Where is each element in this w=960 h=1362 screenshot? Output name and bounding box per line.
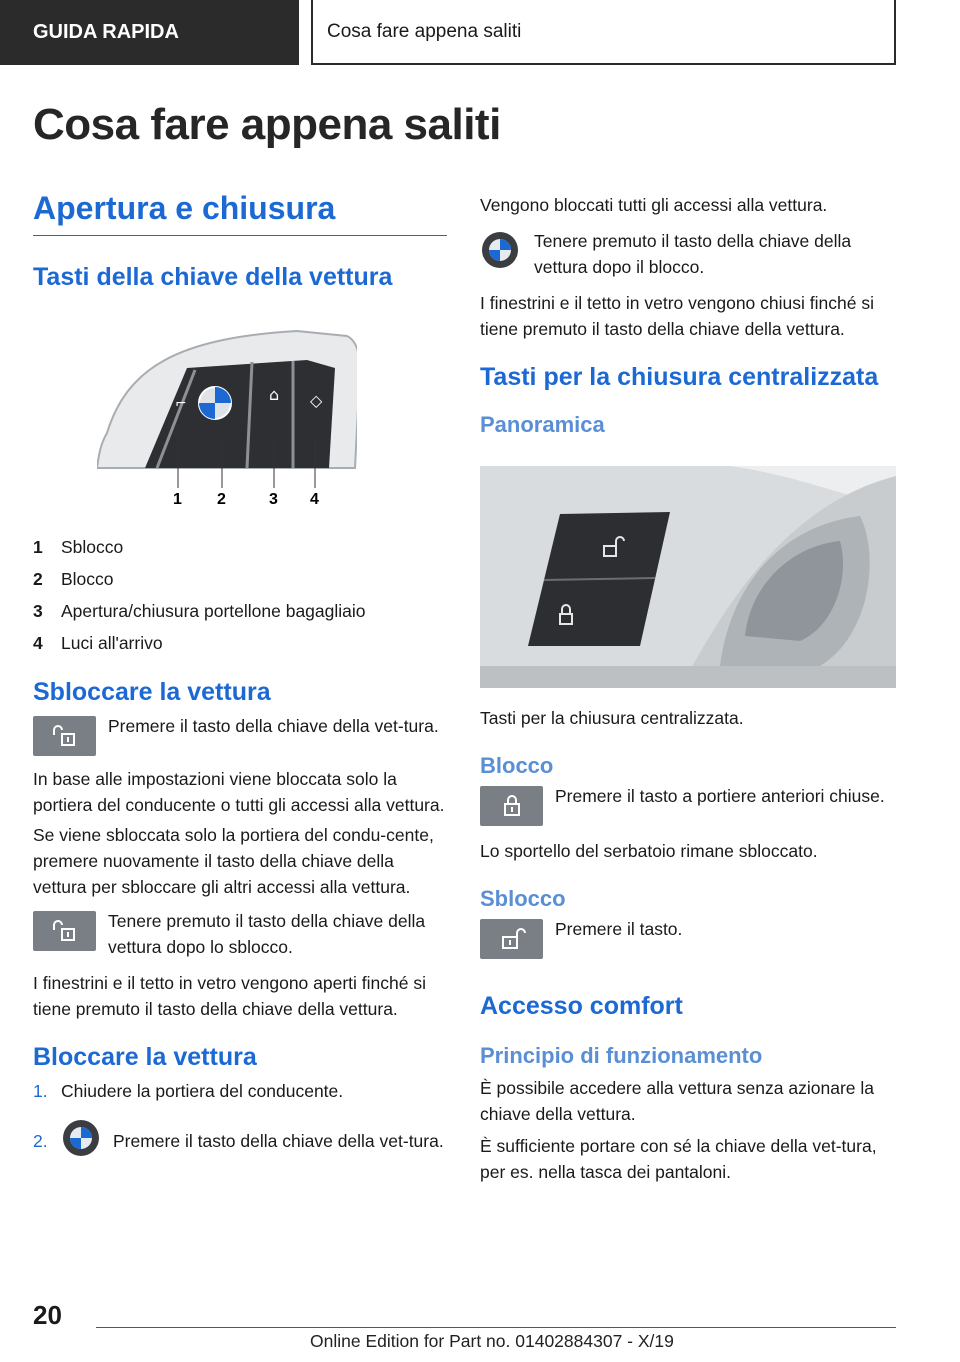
callout-1: 1 bbox=[173, 491, 182, 506]
unlock-button-icon bbox=[33, 716, 96, 756]
legend-item bbox=[33, 595, 447, 627]
unlock-central-text: Premere il tasto. bbox=[555, 919, 683, 939]
unlock-icon-text: Premere il tasto della chiave della vet-tura. bbox=[108, 716, 439, 736]
comfort-paragraph-2: È sufficiente portare con sé la chiave della vet-tura, per es. nella tasca dei pantaloni. bbox=[480, 1136, 877, 1182]
trunk-glyph: ⌂ bbox=[269, 385, 280, 404]
bmw-key-icon bbox=[61, 1118, 101, 1158]
fuel-flap-note: Lo sportello del serbatoio rimane sbloccato. bbox=[480, 841, 818, 861]
page-title: Cosa fare appena saliti bbox=[33, 100, 501, 149]
comfort-paragraph-1: È possibile accedere alla vettura senza azionare la chiave della vettura. bbox=[480, 1078, 874, 1124]
legend-item bbox=[33, 531, 447, 563]
legend-item bbox=[33, 627, 447, 659]
legend-number: 4 bbox=[33, 633, 43, 653]
lock-hold-instruction bbox=[480, 228, 896, 280]
page-number: 20 bbox=[33, 1300, 62, 1330]
heading-unlock-vehicle: Sbloccare la vettura bbox=[33, 678, 271, 706]
car-key-illustration bbox=[97, 328, 357, 506]
unlock-paragraph-1: In base alle impostazioni viene bloccata solo la portiera del conducente o tutti gli accessi alla vettura. bbox=[33, 769, 445, 815]
lock-button-icon bbox=[480, 786, 543, 826]
legend-item bbox=[33, 563, 447, 595]
legend-text: Blocco bbox=[61, 569, 114, 589]
unlock-paragraph-3: I finestrini e il tetto in vetro vengono aperti finché si tiene premuto il tasto della chiave della vettura. bbox=[33, 973, 426, 1019]
heading-lock: Blocco bbox=[480, 753, 554, 778]
photo-caption: Tasti per la chiusura centralizzata. bbox=[480, 708, 744, 728]
legend-number: 2 bbox=[33, 569, 43, 589]
unlock-hold-text: Tenere premuto il tasto della chiave della vettura dopo lo sblocco. bbox=[108, 911, 426, 957]
unlock-hold-instruction bbox=[33, 908, 447, 960]
section-heading-opening: Apertura e chiusura bbox=[33, 190, 447, 236]
lock-text: Premere il tasto a portiere anteriori chiuse. bbox=[555, 786, 885, 806]
callout-3: 3 bbox=[269, 491, 278, 506]
footer-divider bbox=[96, 1327, 896, 1328]
legend-number: 1 bbox=[33, 537, 43, 557]
unlock-button-icon bbox=[33, 911, 96, 951]
heading-key-buttons: Tasti della chiave della vettura bbox=[33, 263, 393, 291]
callout-4: 4 bbox=[310, 491, 319, 506]
bmw-key-icon bbox=[480, 230, 520, 270]
heading-comfort-access: Accesso comfort bbox=[480, 992, 683, 1020]
step-number: 1. bbox=[33, 1081, 48, 1101]
windows-close-text: I finestrini e il tetto in vetro vengono chiusi finché si tiene premuto il tasto della chiave della vettura. bbox=[480, 293, 874, 339]
header-topic: Cosa fare appena saliti bbox=[311, 0, 896, 65]
legend-text: Sblocco bbox=[61, 537, 124, 557]
callout-2: 2 bbox=[217, 491, 226, 506]
lock-hold-text: Tenere premuto il tasto della chiave della vettura dopo il blocco. bbox=[534, 231, 852, 277]
legend-text: Luci all'arrivo bbox=[61, 633, 163, 653]
left-column bbox=[33, 190, 447, 1158]
unlock-paragraph-2: Se viene sbloccata solo la portiera del condu-cente, premere nuovamente il tasto della chiave della vettura per sbloccare gli altri accessi alla vettura. bbox=[33, 825, 434, 897]
unlock-central-instruction bbox=[480, 916, 896, 959]
legend-number: 3 bbox=[33, 601, 43, 621]
heading-unlock: Sblocco bbox=[480, 886, 566, 911]
unlock-instruction bbox=[33, 713, 447, 756]
heading-central-locking: Tasti per la chiusura centralizzata bbox=[480, 363, 879, 391]
unlock-central-button-icon bbox=[480, 919, 543, 959]
legend-text: Apertura/chiusura portellone bagagliaio bbox=[61, 601, 366, 621]
all-locked-text: Vengono bloccati tutti gli accessi alla vettura. bbox=[480, 195, 828, 215]
unlock-glyph: ⌐ bbox=[175, 396, 187, 412]
right-column bbox=[480, 192, 896, 1185]
step-text: Premere il tasto della chiave della vet-tura. bbox=[113, 1131, 444, 1151]
lock-step bbox=[33, 1078, 447, 1104]
central-locking-photo bbox=[480, 466, 896, 688]
heading-principle: Principio di funzionamento bbox=[480, 1043, 763, 1068]
step-number: 2. bbox=[33, 1131, 48, 1151]
lock-step bbox=[33, 1118, 447, 1158]
light-glyph: ◇ bbox=[310, 391, 323, 410]
footer-edition: Online Edition for Part no. 01402884307 - X/19 bbox=[310, 1331, 674, 1351]
key-legend bbox=[33, 531, 447, 659]
heading-lock-vehicle: Bloccare la vettura bbox=[33, 1043, 257, 1071]
lock-instruction bbox=[480, 783, 896, 826]
step-text: Chiudere la portiera del conducente. bbox=[61, 1081, 344, 1101]
header-section-tab: GUIDA RAPIDA bbox=[0, 0, 299, 65]
heading-overview: Panoramica bbox=[480, 412, 605, 437]
